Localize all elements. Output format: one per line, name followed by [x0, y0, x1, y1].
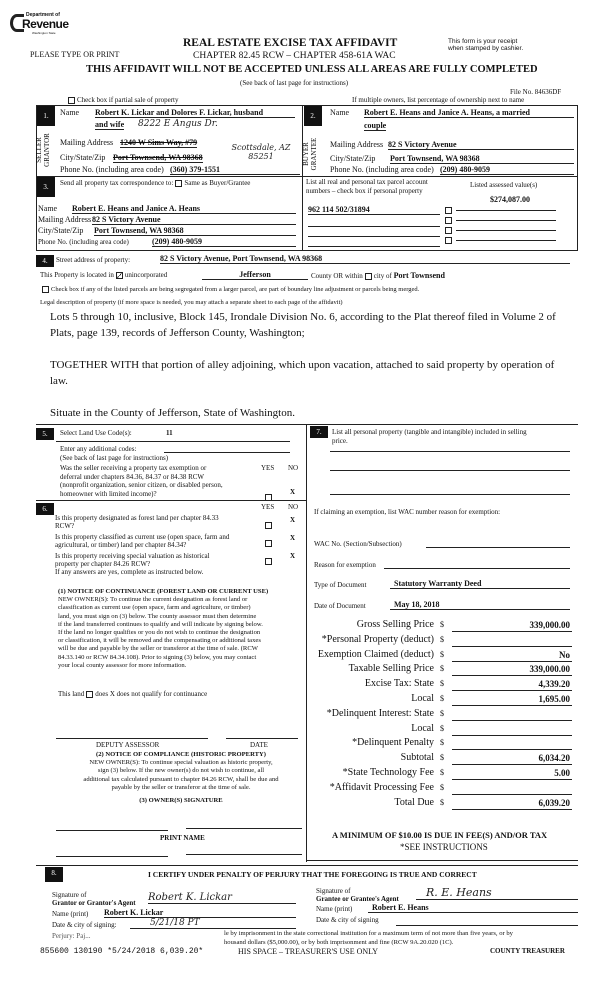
- notice1-line: classification as current use (open space, farm and agriculture, or timber): [58, 604, 251, 612]
- perjury-line-1: le by imprisonment in the state correctional institution for a maximum term of not more than five years, or by: [224, 930, 513, 937]
- tax-row-value[interactable]: [452, 783, 572, 795]
- this-land-label: This land: [58, 690, 85, 698]
- buyer-city-label: City/State/Zip: [330, 154, 376, 163]
- dollar-sign: $: [440, 753, 444, 762]
- grantee-name-print-label: Name (print): [316, 905, 353, 913]
- segregated-checkbox[interactable]: [42, 286, 49, 293]
- doc-date-label: Date of Document: [314, 602, 366, 610]
- s6-yes-header: YES: [261, 503, 275, 511]
- tax-row-label: Subtotal: [400, 752, 434, 763]
- dollar-sign: $: [440, 694, 444, 703]
- does-not-qualify: does X does not qualify for continuance: [95, 690, 208, 698]
- deputy-assessor-label: DEPUTY ASSESSOR: [96, 741, 160, 749]
- grantor-agent-label: Grantor or Grantor's Agent: [52, 899, 136, 907]
- dollar-sign: $: [440, 664, 444, 673]
- tax-row-value[interactable]: No: [452, 650, 572, 662]
- corr-city-label: City/State/Zip: [38, 226, 84, 235]
- notice1-line: land, you must sign on (3) below. The county assessor must then determine: [58, 612, 257, 620]
- q1-no-answer[interactable]: X: [290, 516, 296, 524]
- corr-name[interactable]: Robert E. Heans and Janice A. Heans: [72, 204, 296, 214]
- personal-line-2: price.: [332, 437, 348, 445]
- wac-field[interactable]: [426, 547, 570, 548]
- unincorporated-checkbox[interactable]: [116, 272, 123, 279]
- exemption-q-4: homeowner with limited income)?: [60, 489, 157, 498]
- corr-city[interactable]: Port Townsend, WA 98368: [94, 226, 296, 236]
- q3-line1: Is this property receiving special valuation as historical: [55, 552, 210, 560]
- receipt-note-1: This form is your receipt: [448, 38, 518, 45]
- assessor-date-label: DATE: [250, 741, 268, 749]
- corr-phone-label: Phone No. (including area code): [38, 238, 129, 246]
- section-3-number: 3.: [37, 177, 55, 197]
- if-yes-note: If any answers are yes, complete as instructed below.: [55, 568, 204, 576]
- street-label: Street address of property:: [56, 256, 131, 264]
- city-of-label: city of: [373, 272, 392, 280]
- buyer-phone-label: Phone No. (including area code): [330, 165, 434, 174]
- personal-checkbox-3[interactable]: [445, 227, 452, 234]
- owner-signature-line-1[interactable]: [56, 830, 168, 831]
- location-line: [40, 271, 167, 279]
- dollar-sign: $: [440, 768, 444, 777]
- dollar-sign: $: [440, 783, 444, 792]
- located-label: This Property is located in: [40, 271, 114, 279]
- grantee-date-label: Date & city of signing: [316, 916, 379, 924]
- tax-row-label: *Delinquent Interest: State: [326, 708, 434, 719]
- section-4-number: 4.: [36, 255, 54, 267]
- cashier-stamp: 855600 130190 *5/24/2018 6,039.20*: [40, 947, 204, 956]
- receipt-note-2: when stamped by cashier.: [448, 45, 524, 52]
- s5-no-answer[interactable]: X: [290, 488, 296, 496]
- tax-row-label: *Personal Property (deduct): [321, 634, 434, 645]
- q3-no-answer[interactable]: X: [290, 552, 296, 560]
- form-title: REAL ESTATE EXCISE TAX AFFIDAVIT: [183, 37, 398, 49]
- additional-codes: [60, 445, 168, 463]
- notice1-line: if the land transferred continues to qualify and will indicate by signing below.: [58, 620, 263, 628]
- tax-row-label: Local: [411, 693, 434, 704]
- personal-property-checkboxes: [443, 205, 454, 245]
- buyer-mailing[interactable]: 82 S Victory Avenue: [388, 140, 574, 150]
- seller-city[interactable]: Port Townsend, WA 98368: [113, 153, 203, 162]
- doc-date-value[interactable]: May 18, 2018: [390, 600, 570, 610]
- segregated-line: [40, 286, 419, 293]
- buyer-name-2: couple: [364, 121, 387, 130]
- exemption-q-2: deferral under chapters 84.36, 84.37 or 84.38 RCW: [60, 472, 205, 481]
- legal-line-4: law.: [50, 375, 68, 387]
- sig-of: Signature of: [316, 887, 351, 895]
- assessed-label: Listed assessed value(s): [470, 181, 538, 189]
- seller-handwritten-address: 8222 E Angus Dr.: [138, 119, 218, 129]
- tax-row-label: *State Technology Fee: [342, 767, 434, 778]
- q3-yes-checkbox[interactable]: [265, 558, 272, 565]
- personal-checkbox-4[interactable]: [445, 237, 452, 244]
- dor-logo: [10, 12, 70, 42]
- county-or-label: County OR within: [311, 272, 363, 280]
- form-warning: THIS AFFIDAVIT WILL NOT BE ACCEPTED UNLESS ALL AREAS ARE FULLY COMPLETED: [86, 64, 538, 75]
- grantor-signature[interactable]: Robert K. Lickar: [148, 892, 296, 904]
- same-as-buyer-label: Same as Buyer/Grantee: [184, 179, 251, 187]
- grantor-date-label: Date & city of signing:: [52, 921, 117, 929]
- logo-main: Revenue: [22, 17, 69, 31]
- tax-row-value[interactable]: 5.00: [452, 768, 572, 780]
- logo-sub: Washington State: [32, 31, 56, 35]
- dollar-sign: $: [440, 738, 444, 747]
- personal-line-1: List all personal property (tangible and intangible) included in selling: [332, 428, 527, 436]
- tax-row-label: *Delinquent Penalty: [352, 737, 434, 748]
- legal-description: [50, 309, 556, 421]
- notice2-line: payable by the seller or transferor at the time of sale.: [111, 783, 251, 791]
- q3-line2: property per chapter 84.26 RCW?: [55, 560, 151, 568]
- see-back: (See back of last page for instructions): [240, 79, 349, 87]
- section-1-number: 1.: [37, 106, 55, 126]
- unincorporated-label: unincorporated: [124, 271, 168, 279]
- tax-row-value[interactable]: [452, 738, 572, 750]
- seller-name-2: and wife: [95, 120, 125, 129]
- corr-phone[interactable]: (209) 480-9059: [152, 237, 296, 247]
- q1-yes-checkbox[interactable]: [265, 522, 272, 529]
- tax-row-label: Total Due: [394, 797, 434, 808]
- tax-row-label: Exemption Claimed (deduct): [317, 649, 434, 660]
- land-use-value[interactable]: 11: [166, 429, 173, 437]
- notice1-line: or classification, it will be removed and the compensating or additional taxes: [58, 637, 261, 645]
- grantee-signature[interactable]: R. E. Heans: [416, 886, 578, 900]
- tax-row-value[interactable]: 339,000.00: [452, 664, 572, 676]
- minimum-due-note: A MINIMUM OF $10.00 IS DUE IN FEE(S) AND/OR TAX: [332, 830, 548, 840]
- dollar-sign: $: [440, 724, 444, 733]
- treasurer-use-label: HIS SPACE – TREASURER'S USE ONLY: [238, 947, 379, 956]
- county-treasurer-label: COUNTY TREASURER: [490, 947, 565, 955]
- buyer-grantee-label: BUYER GRANTEE: [302, 137, 318, 171]
- exemption-q-3: (nonprofit organization, senior citizen, or disabled person,: [60, 481, 223, 489]
- grantor-signature-label: [52, 891, 136, 907]
- personal-property-label: [332, 428, 527, 446]
- dollar-sign: $: [440, 620, 444, 629]
- tax-row-value[interactable]: [452, 635, 572, 647]
- doc-type-label: Type of Document: [314, 581, 367, 589]
- partial-sale: [66, 96, 178, 104]
- q1-line1: Is this property designated as forest land per chapter 84.33: [55, 514, 219, 522]
- notice1-line: NEW OWNER(S): To continue the current designation as forest land or: [58, 596, 248, 604]
- multiple-owners-note: If multiple owners, list percentage of ownership next to name: [352, 96, 525, 104]
- personal-checkbox-1[interactable]: [445, 207, 452, 214]
- s5-no-header: NO: [288, 464, 299, 472]
- owner-signature-line-2[interactable]: [186, 828, 302, 829]
- buyer-mailing-label: Mailing Address: [330, 140, 384, 149]
- grantor-name-print-label: Name (print): [52, 910, 89, 918]
- additional-see-back: (See back of last page for instructions): [60, 454, 169, 462]
- buyer-name-label: Name: [330, 108, 350, 117]
- buyer-name[interactable]: Robert E. Heans and Janice A. Heans, a married: [364, 108, 574, 118]
- city-checkbox[interactable]: [365, 273, 372, 280]
- s6-no-header: NO: [288, 503, 299, 511]
- tax-row-label: *Affidavit Processing Fee: [329, 782, 434, 793]
- tax-row-value[interactable]: [452, 709, 572, 721]
- dollar-sign: $: [440, 679, 444, 688]
- tax-row-value[interactable]: 6,034.20: [452, 753, 572, 765]
- q1-line2: RCW?: [55, 522, 75, 530]
- land-use-label: Select Land Use Code(s):: [60, 429, 132, 437]
- county-value[interactable]: Jefferson: [202, 270, 308, 280]
- parcel-label-1: List all real and personal tax parcel account: [306, 178, 428, 186]
- doc-type-value[interactable]: Statutory Warranty Deed: [390, 579, 570, 589]
- certify-statement: I CERTIFY UNDER PENALTY OF PERJURY THAT THE FOREGOING IS TRUE AND CORRECT: [148, 870, 477, 879]
- corr-mailing-label: Mailing Address: [38, 215, 92, 224]
- sig-of: Signature of: [52, 891, 87, 899]
- legal-line-2: Plats, page 139, records of Jefferson County, Washington;: [50, 327, 305, 339]
- notice1-line: If the land no longer qualifies or you do not wish to continue the designation: [58, 629, 261, 637]
- legal-line-5: Situate in the County of Jefferson, State of Washington.: [50, 407, 295, 419]
- correspondence-text: Send all property tax correspondence to:: [60, 179, 174, 187]
- file-no: File No. 84636DF: [510, 88, 562, 96]
- seller-city-label: City/State/Zip: [60, 153, 106, 162]
- city-value: Port Townsend: [393, 271, 445, 280]
- grantee-agent-label: Grantee or Grantee's Agent: [316, 895, 399, 903]
- print-name-label: PRINT NAME: [160, 834, 205, 842]
- seller-mailing-label: Mailing Address: [60, 138, 114, 147]
- perjury-text: [224, 929, 513, 947]
- assessed-value[interactable]: $274,087.00: [490, 195, 530, 204]
- q2-line2: agricultural, or timber) land per chapter 84.34?: [55, 541, 187, 549]
- notice1-line: 84.33.140 or RCW 84.34.108). Prior to signing (3) below, you may contact: [58, 653, 257, 661]
- notice1-line: your local county assessor for more information.: [58, 661, 187, 669]
- seller-handwritten-city: Scottsdale, AZ 85251: [231, 143, 291, 161]
- section-8-number: 8.: [45, 867, 63, 882]
- legal-line-1: Lots 5 through 10, inclusive, Block 145, Irondale Division No. 6, according to the Plat thereof filed in Volume 2 of: [50, 311, 556, 323]
- tax-row-label: Gross Selling Price: [356, 619, 434, 630]
- exemption-question: [60, 464, 223, 498]
- tax-row-value[interactable]: 4,339.20: [452, 679, 572, 691]
- corr-mailing[interactable]: 82 S Victory Avenue: [92, 215, 296, 225]
- perjury-start: Perjury: Paj...: [52, 932, 91, 940]
- tax-row-value[interactable]: 339,000.00: [452, 620, 572, 632]
- segregated-label: Check box if any of the listed parcels are being segregated from a larger parcel, are part of boundary line adjustment or parcels being merged.: [51, 286, 420, 293]
- historic-question: [55, 552, 210, 576]
- grantor-date[interactable]: 5/21/18 PT: [130, 918, 296, 929]
- notice-compliance: [58, 751, 304, 805]
- partial-sale-label: Check box if partial sale of property: [77, 96, 179, 104]
- tax-row-value[interactable]: 1,695.00: [452, 694, 572, 706]
- seller-phone[interactable]: (360) 379-1551: [170, 165, 300, 175]
- city-line: [311, 271, 445, 280]
- notice2-line: additional tax calculated pursuant to chapter 84.26 RCW, shall be due and: [83, 775, 279, 783]
- reason-label: Reason for exemption: [314, 561, 376, 569]
- parcel-list-label: [306, 178, 428, 196]
- s5-yes-header: YES: [261, 464, 275, 472]
- perjury-line-2: housand dollars ($5,000.00), or by both imprisonment and fine (RCW 9A.20.020 (1C).: [224, 939, 454, 946]
- continuance-line: [58, 690, 207, 698]
- dollar-sign: $: [440, 635, 444, 644]
- property-street[interactable]: 82 S Victory Avenue, Port Townsend, WA 98368: [160, 254, 570, 264]
- reason-field[interactable]: [384, 568, 570, 569]
- section-5-number: 5.: [36, 428, 54, 440]
- parcel-label-2: numbers – check box if personal property: [306, 187, 423, 195]
- tax-row-label: Excise Tax: State: [364, 678, 434, 689]
- seller-mailing[interactable]: 1240 W Sims Way, #79: [120, 138, 198, 147]
- tax-row-value[interactable]: [452, 724, 572, 736]
- seller-name-label: Name: [60, 108, 80, 117]
- seller-grantor-label: SELLER GRANTOR: [35, 133, 51, 167]
- owner-signature-label: (3) OWNER(S) SIGNATURE: [139, 797, 223, 805]
- tax-row-label: Taxable Selling Price: [348, 663, 434, 674]
- notice-continuance: [58, 588, 268, 670]
- notice1-line: will be due and payable by the seller or transferor at the time of sale. (RCW: [58, 645, 258, 653]
- dollar-sign: $: [440, 709, 444, 718]
- exemption-q-1: Was the seller receiving a property tax exemption or: [60, 464, 207, 472]
- notice2-line: NEW OWNER(S): To continue special valuation as historic property,: [89, 759, 273, 767]
- seller-phone-label: Phone No. (including area code): [60, 165, 164, 174]
- grantee-date-field[interactable]: [396, 925, 578, 926]
- logo-top: Department of: [26, 12, 60, 18]
- legal-line-3: TOGETHER WITH that portion of alley adjoining, which upon vacation, attached to said property by operation of: [50, 359, 555, 371]
- dollar-sign: $: [440, 650, 444, 659]
- same-as-buyer-checkbox[interactable]: [175, 180, 182, 187]
- does-qualify-checkbox[interactable]: [86, 691, 93, 698]
- q2-line1: Is this property classified as current use (open space, farm and: [55, 533, 230, 541]
- exemption-claim-label: If claiming an exemption, list WAC number reason for exemption:: [314, 508, 501, 516]
- forest-question: [55, 514, 219, 530]
- receipt-note: [448, 38, 523, 52]
- tax-row-value[interactable]: 6,039.20: [452, 798, 572, 810]
- personal-checkbox-2[interactable]: [445, 217, 452, 224]
- parcel-number[interactable]: 962 114 502/31894: [308, 205, 440, 215]
- buyer-city[interactable]: Port Townsend, WA 98368: [390, 154, 574, 164]
- correspondence-label: [60, 179, 250, 187]
- notice1-title: (1) NOTICE OF CONTINUANCE (FOREST LAND OR CURRENT USE): [58, 588, 269, 595]
- grantee-name-print[interactable]: Robert E. Heans: [368, 903, 578, 913]
- additional-codes-label: Enter any additional codes:: [60, 445, 137, 453]
- section-7-number: 7.: [310, 426, 328, 438]
- current-use-question: [55, 533, 229, 549]
- corr-name-label: Name: [38, 204, 58, 213]
- dollar-sign: $: [440, 798, 444, 807]
- legal-label: Legal description of property (if more space is needed, you may attach a separate sheet to each page of the affidavit): [40, 299, 343, 306]
- tax-row-label: Local: [411, 723, 434, 734]
- notice2-title: (2) NOTICE OF COMPLIANCE (HISTORIC PROPERTY): [96, 751, 266, 758]
- wac-label: WAC No. (Section/Subsection): [314, 540, 402, 548]
- section-2-number: 2.: [304, 106, 322, 126]
- partial-sale-checkbox[interactable]: [68, 97, 75, 104]
- see-instructions: *SEE INSTRUCTIONS: [400, 842, 488, 852]
- type-or-print: PLEASE TYPE OR PRINT: [30, 50, 120, 59]
- q2-yes-checkbox[interactable]: [265, 540, 272, 547]
- grantee-signature-label: [316, 887, 399, 903]
- grantor-name-print[interactable]: Robert K. Lickar: [104, 908, 296, 918]
- q2-no-answer[interactable]: X: [290, 534, 296, 542]
- buyer-phone[interactable]: (209) 480-9059: [440, 165, 574, 175]
- notice2-line: sign (3) below. If the new owner(s) do not wish to continue, all: [97, 767, 265, 775]
- form-chapter: CHAPTER 82.45 RCW – CHAPTER 458-61A WAC: [193, 51, 396, 61]
- section-6-number: 6.: [36, 503, 54, 515]
- seller-name[interactable]: Robert K. Lickar and Dolores F. Lickar, husband: [95, 108, 295, 118]
